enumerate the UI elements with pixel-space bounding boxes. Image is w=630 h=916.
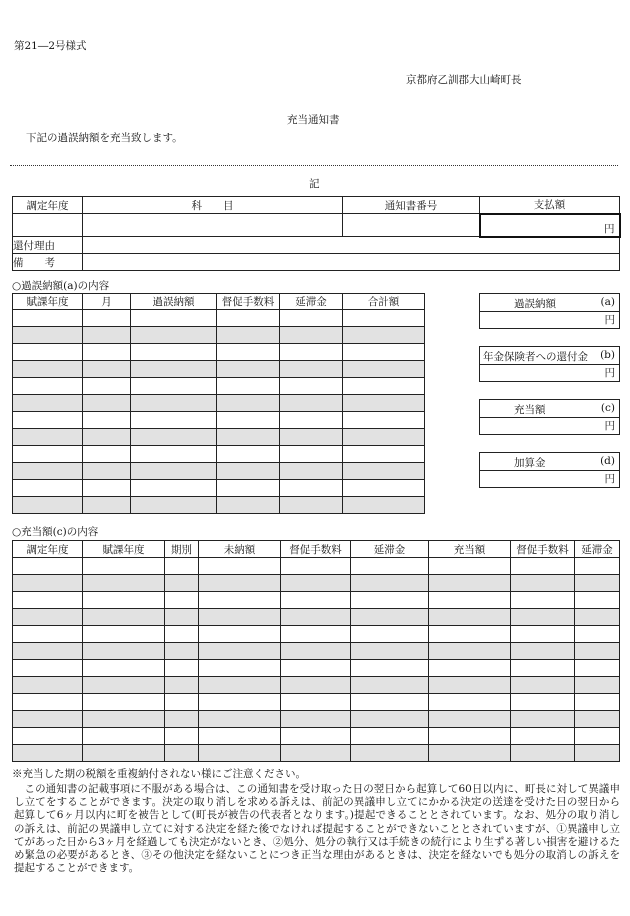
table-cell[interactable] <box>343 446 425 463</box>
table-cell[interactable] <box>131 429 217 446</box>
table-cell[interactable] <box>83 327 131 344</box>
table-cell[interactable] <box>511 592 575 609</box>
table-cell[interactable] <box>13 575 83 592</box>
table-cell[interactable] <box>511 711 575 728</box>
table-cell[interactable] <box>281 728 351 745</box>
table-row <box>13 592 620 609</box>
table-cell[interactable] <box>511 728 575 745</box>
table-cell[interactable] <box>83 626 165 643</box>
table-cell[interactable] <box>13 558 83 575</box>
table-cell[interactable] <box>280 361 343 378</box>
table-cell[interactable] <box>165 643 199 660</box>
summary-code: (c) <box>600 402 615 414</box>
col-header: 月 <box>83 294 131 310</box>
table-cell[interactable] <box>429 575 511 592</box>
table-cell[interactable] <box>343 344 425 361</box>
table-cell[interactable] <box>575 626 620 643</box>
table-cell[interactable] <box>511 745 575 762</box>
top-table <box>12 196 621 271</box>
summary-value[interactable] <box>480 365 619 381</box>
table-cell[interactable] <box>165 745 199 762</box>
table-cell[interactable] <box>351 575 429 592</box>
table-cell[interactable] <box>351 694 429 711</box>
table-cell[interactable] <box>343 327 425 344</box>
yen-unit: 円 <box>604 314 615 326</box>
col-header: 期別 <box>165 541 199 558</box>
table-cell[interactable] <box>83 429 131 446</box>
col-header: 合計額 <box>343 294 425 310</box>
table-cell[interactable] <box>351 626 429 643</box>
table-cell[interactable] <box>13 677 83 694</box>
table-cell[interactable] <box>13 344 83 361</box>
table-cell[interactable] <box>429 643 511 660</box>
table-cell[interactable] <box>351 592 429 609</box>
table-cell[interactable] <box>13 412 83 429</box>
table-cell[interactable] <box>343 497 425 514</box>
col-header: 賦課年度 <box>13 294 83 310</box>
table-cell[interactable] <box>575 694 620 711</box>
table-cell[interactable] <box>199 558 281 575</box>
table-cell[interactable] <box>165 558 199 575</box>
col-header: 未納額 <box>199 541 281 558</box>
table-cell[interactable] <box>511 677 575 694</box>
table-cell[interactable] <box>199 660 281 677</box>
table-cell[interactable] <box>131 412 217 429</box>
table-cell[interactable] <box>511 643 575 660</box>
table-cell[interactable] <box>13 497 83 514</box>
col-header: 延滞金 <box>351 541 429 558</box>
table-cell[interactable] <box>280 310 343 327</box>
table-cell[interactable] <box>575 745 620 762</box>
table-cell[interactable] <box>281 609 351 626</box>
refund-reason-cell[interactable] <box>83 237 620 254</box>
ki-label: 記 <box>309 178 320 190</box>
summary-box-d <box>479 452 620 488</box>
table-cell[interactable] <box>429 745 511 762</box>
table-cell[interactable] <box>351 728 429 745</box>
table-cell[interactable] <box>13 480 83 497</box>
table-cell[interactable] <box>217 463 280 480</box>
subject-cell[interactable] <box>83 214 343 237</box>
table-cell[interactable] <box>83 643 165 660</box>
summary-code: (b) <box>600 349 615 361</box>
caution-note: ※充当した期の税額を重複納付されない様にご注意ください。 <box>12 768 306 780</box>
table-cell[interactable] <box>351 745 429 762</box>
summary-code: (a) <box>600 296 615 308</box>
table-cell[interactable] <box>280 480 343 497</box>
col-header: 督促手数料 <box>217 294 280 310</box>
table-row <box>13 310 425 327</box>
document-title: 充当通知書 <box>287 114 340 126</box>
table-row <box>13 609 620 626</box>
table-cell[interactable] <box>429 626 511 643</box>
table-cell[interactable] <box>131 446 217 463</box>
summary-label: 年金保険者への還付金 <box>483 351 588 363</box>
yen-unit: 円 <box>604 367 615 379</box>
table-cell[interactable] <box>131 480 217 497</box>
table-cell[interactable] <box>13 626 83 643</box>
col-header: 督促手数料 <box>511 541 575 558</box>
table-cell[interactable] <box>199 592 281 609</box>
separator <box>10 165 618 166</box>
table-cell[interactable] <box>13 361 83 378</box>
table-cell[interactable] <box>165 626 199 643</box>
section-a-heading: ○過誤納額(a)の内容 <box>12 280 110 292</box>
table-row <box>13 575 620 592</box>
table-cell[interactable] <box>131 361 217 378</box>
table-cell[interactable] <box>343 429 425 446</box>
table-cell[interactable] <box>280 395 343 412</box>
table-cell[interactable] <box>83 412 131 429</box>
table-cell[interactable] <box>131 378 217 395</box>
table-cell[interactable] <box>83 361 131 378</box>
table-cell[interactable] <box>217 361 280 378</box>
notice-number-cell[interactable] <box>343 214 480 237</box>
table-cell[interactable] <box>131 344 217 361</box>
table-cell[interactable] <box>280 344 343 361</box>
overpayment-table <box>12 293 425 514</box>
table-cell[interactable] <box>13 728 83 745</box>
payment-yen: 円 <box>604 222 615 235</box>
table-cell[interactable] <box>165 660 199 677</box>
table-cell[interactable] <box>13 745 83 762</box>
table-cell[interactable] <box>83 677 165 694</box>
table-cell[interactable] <box>280 327 343 344</box>
table-cell[interactable] <box>511 694 575 711</box>
yen-unit: 円 <box>604 420 615 432</box>
table-cell[interactable] <box>343 310 425 327</box>
table-cell[interactable] <box>429 558 511 575</box>
table-cell[interactable] <box>13 327 83 344</box>
col-header: 調定年度 <box>13 541 83 558</box>
table-cell[interactable] <box>429 660 511 677</box>
table-cell[interactable] <box>165 694 199 711</box>
table-cell[interactable] <box>131 327 217 344</box>
col-header: 充当額 <box>429 541 511 558</box>
table-row <box>13 728 620 745</box>
table-cell[interactable] <box>199 694 281 711</box>
table-cell[interactable] <box>131 310 217 327</box>
table-cell[interactable] <box>83 378 131 395</box>
table-cell[interactable] <box>131 463 217 480</box>
table-cell[interactable] <box>131 497 217 514</box>
table-cell[interactable] <box>281 660 351 677</box>
table-cell[interactable] <box>13 378 83 395</box>
col-header: 過誤納額 <box>131 294 217 310</box>
table-row <box>13 694 620 711</box>
table-row <box>13 643 620 660</box>
table-row <box>13 711 620 728</box>
remarks-label: 備 考 <box>13 254 83 271</box>
table-row <box>13 378 425 395</box>
table-cell[interactable] <box>280 429 343 446</box>
table-cell[interactable] <box>13 694 83 711</box>
table-cell[interactable] <box>13 463 83 480</box>
payment-cell[interactable] <box>480 214 620 237</box>
table-row <box>13 480 425 497</box>
table-cell[interactable] <box>165 609 199 626</box>
table-cell[interactable] <box>575 592 620 609</box>
table-cell[interactable] <box>575 575 620 592</box>
table-cell[interactable] <box>511 626 575 643</box>
table-cell[interactable] <box>575 711 620 728</box>
table-cell[interactable] <box>83 609 165 626</box>
appeal-notice: この通知書の記載事項に不服がある場合は、この通知書を受け取った日の翌日から起算して60日以内に、町長に対して異議申し立てをすることができます。決定の取り消しを求める訴えは、前記の異議申し立てにかかる決定の送達を受けた日の翌日から起算して6ヶ月以内に町を被告として(町長が被告の代表者となります。)提起できることとされています。なお、処分の取り消しの訴えは、前記の異議申し立てに対する決定を経た後でなければ提起することができないこととされていますが、①異議申し立てがあった日から3ヶ月を経過しても決定がないとき、②処分、処分の執行又は手続きの続行により生ずる著しい損害を避けるため緊急の必要があるとき、③その他決定を経ないことにつき正当な理由があるときは、決定を経ないでも処分の取消しの訴えを提起することができます。 <box>14 783 620 875</box>
table-cell[interactable] <box>83 463 131 480</box>
table-cell[interactable] <box>165 728 199 745</box>
table-cell[interactable] <box>13 395 83 412</box>
table-cell[interactable] <box>83 446 131 463</box>
table-cell[interactable] <box>199 677 281 694</box>
table-cell[interactable] <box>199 609 281 626</box>
table-cell[interactable] <box>511 660 575 677</box>
table-cell[interactable] <box>575 609 620 626</box>
summary-code: (d) <box>600 455 615 467</box>
table-cell[interactable] <box>575 728 620 745</box>
table-cell[interactable] <box>281 745 351 762</box>
table-cell[interactable] <box>281 626 351 643</box>
table-cell[interactable] <box>429 592 511 609</box>
table-cell[interactable] <box>83 497 131 514</box>
table-cell[interactable] <box>165 592 199 609</box>
table-row <box>13 344 425 361</box>
table-cell[interactable] <box>429 677 511 694</box>
summary-value[interactable] <box>480 418 619 434</box>
table-cell[interactable] <box>83 558 165 575</box>
table-cell[interactable] <box>280 497 343 514</box>
table-cell[interactable] <box>13 609 83 626</box>
table-cell[interactable] <box>13 592 83 609</box>
table-cell[interactable] <box>13 310 83 327</box>
col-header: 賦課年度 <box>83 541 165 558</box>
table-cell[interactable] <box>575 660 620 677</box>
table-cell[interactable] <box>281 711 351 728</box>
table-cell[interactable] <box>199 728 281 745</box>
table-cell[interactable] <box>83 344 131 361</box>
table-cell[interactable] <box>511 609 575 626</box>
table-cell[interactable] <box>217 480 280 497</box>
table-row <box>13 327 425 344</box>
table-cell[interactable] <box>217 395 280 412</box>
table-row <box>13 446 425 463</box>
table-cell[interactable] <box>83 694 165 711</box>
table-cell[interactable] <box>83 660 165 677</box>
summary-value[interactable] <box>480 312 619 328</box>
remarks-cell[interactable] <box>83 254 620 271</box>
table-cell[interactable] <box>83 310 131 327</box>
table-cell[interactable] <box>217 327 280 344</box>
allocation-table <box>12 540 620 762</box>
table-cell[interactable] <box>217 378 280 395</box>
col-header: 延滞金 <box>575 541 620 558</box>
table-cell[interactable] <box>281 592 351 609</box>
table-row <box>13 626 620 643</box>
table-cell[interactable] <box>13 643 83 660</box>
header-payment: 支払額 <box>480 197 620 214</box>
table-cell[interactable] <box>343 480 425 497</box>
section-c-heading: ○充当額(c)の内容 <box>12 526 99 538</box>
table-cell[interactable] <box>429 728 511 745</box>
col-header: 延滞金 <box>280 294 343 310</box>
table-cell[interactable] <box>199 745 281 762</box>
table-cell[interactable] <box>217 310 280 327</box>
table-cell[interactable] <box>13 446 83 463</box>
table-cell[interactable] <box>13 429 83 446</box>
summary-value[interactable] <box>480 471 619 487</box>
header-subject: 科 目 <box>83 197 343 214</box>
table-cell[interactable] <box>351 677 429 694</box>
table-cell[interactable] <box>217 412 280 429</box>
refund-reason-label: 還付理由 <box>13 237 83 254</box>
table-row <box>13 395 425 412</box>
table-row <box>13 361 425 378</box>
summary-box-a <box>479 293 620 329</box>
table-cell[interactable] <box>343 395 425 412</box>
summary-box-b <box>479 346 620 382</box>
table-cell[interactable] <box>165 677 199 694</box>
table-cell[interactable] <box>199 643 281 660</box>
summary-label: 加算金 <box>514 457 546 469</box>
table-cell[interactable] <box>343 378 425 395</box>
table-cell[interactable] <box>83 711 165 728</box>
summary-box-c <box>479 399 620 435</box>
table-cell[interactable] <box>13 711 83 728</box>
table-cell[interactable] <box>429 609 511 626</box>
summary-label: 過誤納額 <box>514 298 556 310</box>
table-cell[interactable] <box>351 660 429 677</box>
header-year: 調定年度 <box>13 197 83 214</box>
table-cell[interactable] <box>199 711 281 728</box>
table-cell[interactable] <box>83 395 131 412</box>
table-row <box>13 558 620 575</box>
header-notice-number: 通知書番号 <box>343 197 480 214</box>
table-cell[interactable] <box>511 558 575 575</box>
table-cell[interactable] <box>280 463 343 480</box>
table-cell[interactable] <box>351 609 429 626</box>
table-cell[interactable] <box>280 446 343 463</box>
table-cell[interactable] <box>575 643 620 660</box>
table-cell[interactable] <box>281 694 351 711</box>
table-cell[interactable] <box>217 446 280 463</box>
table-cell[interactable] <box>281 558 351 575</box>
intro-text: 下記の過誤納額を充当致します。 <box>26 132 183 144</box>
table-cell[interactable] <box>165 711 199 728</box>
table-cell[interactable] <box>199 626 281 643</box>
table-cell[interactable] <box>343 412 425 429</box>
issuer: 京都府乙訓郡大山崎町長 <box>406 74 522 86</box>
table-cell[interactable] <box>575 677 620 694</box>
table-cell[interactable] <box>511 575 575 592</box>
table-cell[interactable] <box>83 745 165 762</box>
table-cell[interactable] <box>281 643 351 660</box>
table-cell[interactable] <box>281 575 351 592</box>
table-cell[interactable] <box>131 395 217 412</box>
col-header: 督促手数料 <box>281 541 351 558</box>
table-row <box>13 677 620 694</box>
table-row <box>13 429 425 446</box>
table-cell[interactable] <box>429 711 511 728</box>
year-cell[interactable] <box>13 214 83 237</box>
table-cell[interactable] <box>351 643 429 660</box>
table-cell[interactable] <box>351 558 429 575</box>
table-cell[interactable] <box>343 463 425 480</box>
table-cell[interactable] <box>199 575 281 592</box>
table-row <box>13 463 425 480</box>
table-cell[interactable] <box>165 575 199 592</box>
table-cell[interactable] <box>281 677 351 694</box>
table-cell[interactable] <box>429 694 511 711</box>
table-cell[interactable] <box>280 378 343 395</box>
table-cell[interactable] <box>351 711 429 728</box>
table-cell[interactable] <box>217 429 280 446</box>
table-cell[interactable] <box>83 480 131 497</box>
table-cell[interactable] <box>575 558 620 575</box>
table-row <box>13 497 425 514</box>
yen-unit: 円 <box>604 473 615 485</box>
table-cell[interactable] <box>83 592 165 609</box>
form-number: 第21―2号様式 <box>14 40 87 52</box>
table-cell[interactable] <box>217 344 280 361</box>
table-row <box>13 745 620 762</box>
table-cell[interactable] <box>83 728 165 745</box>
summary-label: 充当額 <box>514 404 546 416</box>
table-row <box>13 412 425 429</box>
table-cell[interactable] <box>343 361 425 378</box>
table-cell[interactable] <box>217 497 280 514</box>
table-row <box>13 660 620 677</box>
table-cell[interactable] <box>83 575 165 592</box>
table-cell[interactable] <box>13 660 83 677</box>
table-cell[interactable] <box>280 412 343 429</box>
